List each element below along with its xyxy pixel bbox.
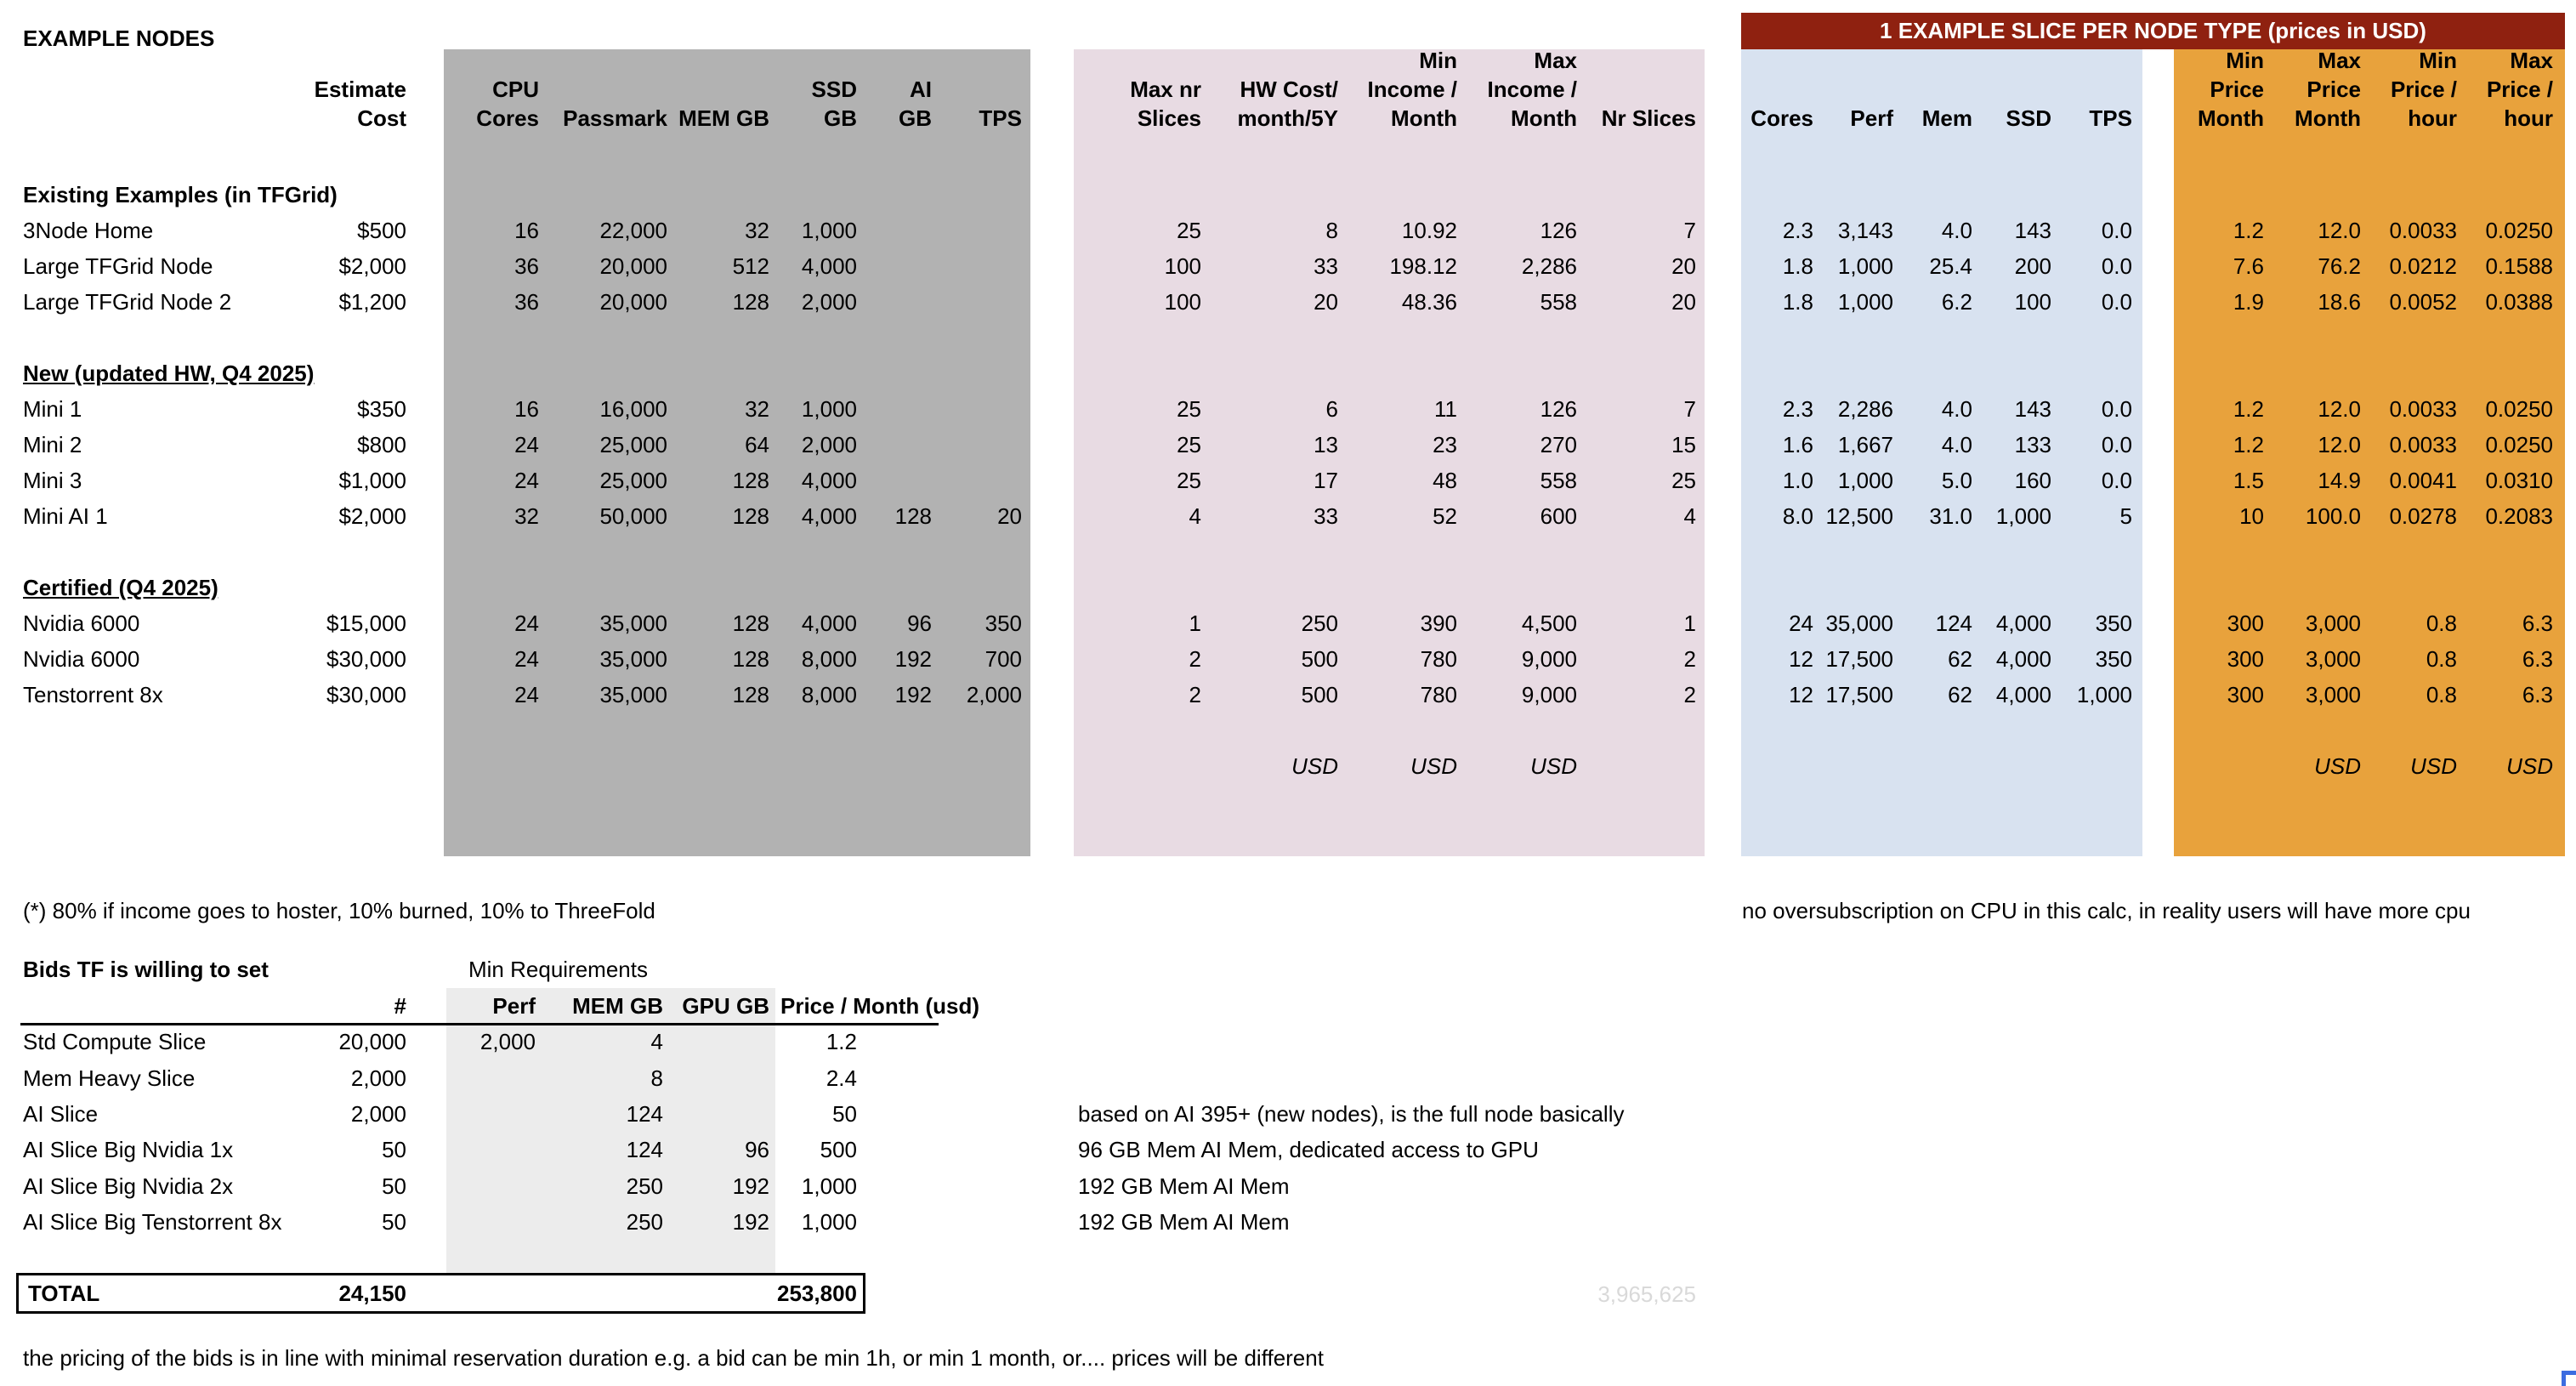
cell-maxIncome[interactable]: 558	[1540, 289, 1577, 315]
cell-bssd[interactable]: 4,000	[1995, 611, 2051, 636]
cell-hwCost[interactable]: 33	[1314, 253, 1338, 279]
cell-maxIncome[interactable]: 9,000	[1521, 646, 1577, 672]
bids-title[interactable]: Bids TF is willing to set	[23, 957, 269, 982]
cell-tps[interactable]: 350	[984, 611, 1022, 636]
bids-row-note[interactable]: 192 GB Mem AI Mem	[1078, 1209, 1290, 1235]
cell-hwCost[interactable]: 500	[1301, 682, 1338, 707]
cell-maxSlices[interactable]: 100	[1164, 253, 1201, 279]
cell-minPH[interactable]: 0.0212	[2389, 253, 2457, 279]
column-header-maxPM[interactable]: Max Price Month	[2295, 48, 2361, 131]
cell-cores[interactable]: 2.3	[1782, 218, 1813, 243]
cell-nrSlices[interactable]: 7	[1683, 396, 1696, 422]
bids-row-note[interactable]: 96 GB Mem AI Mem, dedicated access to GPU	[1078, 1137, 1539, 1162]
cell-maxPH[interactable]: 0.0250	[2485, 432, 2553, 457]
cell-est[interactable]: $15,000	[326, 611, 406, 636]
cell-passmark[interactable]: 25,000	[599, 468, 667, 493]
cell-hwCost[interactable]: 8	[1325, 218, 1338, 243]
cell-minPM[interactable]: 1.2	[2233, 218, 2264, 243]
bids-row-label[interactable]: Mem Heavy Slice	[23, 1065, 196, 1091]
cell-ai[interactable]: 96	[907, 611, 932, 636]
cell-est[interactable]: $30,000	[326, 682, 406, 707]
cell-maxPM[interactable]: 76.2	[2318, 253, 2361, 279]
section-title[interactable]: Existing Examples (in TFGrid)	[23, 182, 338, 207]
cell-passmark[interactable]: 20,000	[599, 289, 667, 315]
cell-ssd[interactable]: 2,000	[801, 432, 857, 457]
cell-cores[interactable]: 1.0	[1782, 468, 1813, 493]
bids-cell-num[interactable]: 50	[382, 1209, 406, 1235]
cell-bmem[interactable]: 25.4	[1929, 253, 1972, 279]
cell-maxPH[interactable]: 0.0310	[2485, 468, 2553, 493]
cell-perf[interactable]: 2,286	[1837, 396, 1893, 422]
cell-maxSlices[interactable]: 2	[1189, 682, 1201, 707]
cell-mem[interactable]: 128	[732, 611, 769, 636]
cell-btps[interactable]: 0.0	[2101, 253, 2132, 279]
cell-cpu[interactable]: 36	[514, 289, 539, 315]
cell-minIncome[interactable]: 390	[1420, 611, 1457, 636]
cell-cpu[interactable]: 16	[514, 218, 539, 243]
cell-mem[interactable]: 128	[732, 468, 769, 493]
cell-hwCost[interactable]: 20	[1314, 289, 1338, 315]
cell-est[interactable]: $800	[357, 432, 406, 457]
bids-cell-price[interactable]: 1,000	[801, 1209, 857, 1235]
cell-minPM[interactable]: 300	[2227, 682, 2264, 707]
cell-maxPH[interactable]: 0.2083	[2485, 503, 2553, 529]
cell-minPH[interactable]: 0.0033	[2389, 218, 2457, 243]
cell-ssd[interactable]: 1,000	[801, 218, 857, 243]
cell-maxPH[interactable]: 0.0250	[2485, 218, 2553, 243]
cell-cpu[interactable]: 24	[514, 432, 539, 457]
cell-bssd[interactable]: 133	[2014, 432, 2051, 457]
bids-header-perf[interactable]: Perf	[492, 993, 536, 1019]
cell-maxIncome[interactable]: 9,000	[1521, 682, 1577, 707]
row-label[interactable]: Large TFGrid Node 2	[23, 289, 232, 315]
cell-perf[interactable]: 3,143	[1837, 218, 1893, 243]
cell-btps[interactable]: 350	[2095, 611, 2132, 636]
cell-bssd[interactable]: 100	[2014, 289, 2051, 315]
cell-maxSlices[interactable]: 100	[1164, 289, 1201, 315]
cell-ai[interactable]: 128	[894, 503, 932, 529]
bids-cell-mem[interactable]: 8	[650, 1065, 663, 1091]
cell-mem[interactable]: 128	[732, 503, 769, 529]
total-amount[interactable]: 253,800	[777, 1281, 857, 1306]
bids-row-label[interactable]: AI Slice Big Nvidia 2x	[23, 1173, 234, 1199]
cell-maxSlices[interactable]: 2	[1189, 646, 1201, 672]
bids-cell-mem[interactable]: 250	[626, 1173, 663, 1199]
cell-nrSlices[interactable]: 20	[1671, 289, 1696, 315]
cell-hwCost[interactable]: 250	[1301, 611, 1338, 636]
cell-minPM[interactable]: 1.2	[2233, 396, 2264, 422]
cell-nrSlices[interactable]: 25	[1671, 468, 1696, 493]
cell-nrSlices[interactable]: 1	[1683, 611, 1696, 636]
cell-minPM[interactable]: 300	[2227, 646, 2264, 672]
cell-maxPH[interactable]: 0.0388	[2485, 289, 2553, 315]
cell-maxSlices[interactable]: 1	[1189, 611, 1201, 636]
cell-perf[interactable]: 1,000	[1837, 253, 1893, 279]
cell-tps[interactable]: 2,000	[966, 682, 1022, 707]
cell-hwCost[interactable]: 13	[1314, 432, 1338, 457]
column-header-mem[interactable]: MEM GB	[678, 105, 769, 131]
cell-maxPM[interactable]: 3,000	[2305, 646, 2361, 672]
cell-tps[interactable]: 700	[984, 646, 1022, 672]
bids-header-price[interactable]: Price / Month (usd)	[780, 993, 979, 1019]
cell-cpu[interactable]: 24	[514, 468, 539, 493]
cell-passmark[interactable]: 35,000	[599, 646, 667, 672]
cell-cores[interactable]: 8.0	[1782, 503, 1813, 529]
cell-hwCost[interactable]: 33	[1314, 503, 1338, 529]
column-header-bmem[interactable]: Mem	[1921, 105, 1972, 131]
cell-minIncome[interactable]: 11	[1434, 396, 1457, 422]
cell-maxPM[interactable]: 3,000	[2305, 611, 2361, 636]
cell-maxPM[interactable]: 14.9	[2318, 468, 2361, 493]
column-header-ssd[interactable]: SSD GB	[811, 77, 857, 131]
cell-cores[interactable]: 12	[1789, 646, 1813, 672]
row-label[interactable]: Large TFGrid Node	[23, 253, 213, 279]
cell-nrSlices[interactable]: 20	[1671, 253, 1696, 279]
cell-cpu[interactable]: 36	[514, 253, 539, 279]
cell-minIncome[interactable]: 52	[1433, 503, 1457, 529]
column-header-btps[interactable]: TPS	[2089, 105, 2132, 131]
cell-perf[interactable]: 1,000	[1837, 468, 1893, 493]
cell-minIncome[interactable]: 10.92	[1401, 218, 1457, 243]
cell-nrSlices[interactable]: 15	[1671, 432, 1696, 457]
bids-row-label[interactable]: Std Compute Slice	[23, 1029, 207, 1054]
cell-passmark[interactable]: 35,000	[599, 611, 667, 636]
cell-btps[interactable]: 0.0	[2101, 468, 2132, 493]
column-header-hwCost[interactable]: HW Cost/ month/5Y	[1237, 77, 1338, 131]
cell-minIncome[interactable]: 780	[1420, 682, 1457, 707]
usd-unit-label: USD	[1410, 753, 1457, 779]
bids-cell-price[interactable]: 1.2	[826, 1029, 857, 1054]
cell-bmem[interactable]: 4.0	[1941, 396, 1972, 422]
cell-ssd[interactable]: 4,000	[801, 468, 857, 493]
column-header-nrSlices[interactable]: Nr Slices	[1601, 105, 1696, 131]
cell-bssd[interactable]: 160	[2014, 468, 2051, 493]
cell-cores[interactable]: 1.6	[1782, 432, 1813, 457]
column-header-perf[interactable]: Perf	[1850, 105, 1893, 131]
cell-minPH[interactable]: 0.0041	[2389, 468, 2457, 493]
cell-maxSlices[interactable]: 25	[1177, 396, 1201, 422]
cell-bmem[interactable]: 62	[1948, 682, 1972, 707]
bids-cell-num[interactable]: 2,000	[350, 1065, 406, 1091]
cell-mem[interactable]: 512	[732, 253, 769, 279]
cell-bmem[interactable]: 6.2	[1941, 289, 1972, 315]
cell-ssd[interactable]: 1,000	[801, 396, 857, 422]
bids-header-mem[interactable]: MEM GB	[572, 993, 663, 1019]
cell-btps[interactable]: 0.0	[2101, 218, 2132, 243]
cell-maxSlices[interactable]: 4	[1189, 503, 1201, 529]
footnote-hoster-split[interactable]: (*) 80% if income goes to hoster, 10% burned, 10% to ThreeFold	[23, 898, 655, 923]
bids-cell-num[interactable]: 20,000	[338, 1029, 406, 1054]
bids-cell-num[interactable]: 2,000	[350, 1101, 406, 1127]
cell-maxPH[interactable]: 6.3	[2522, 611, 2553, 636]
cell-minIncome[interactable]: 198.12	[1389, 253, 1457, 279]
cell-maxIncome[interactable]: 126	[1540, 396, 1577, 422]
usd-unit-label: USD	[2314, 753, 2361, 779]
bids-cell-gpu[interactable]: 96	[745, 1137, 769, 1162]
column-header-maxSlices[interactable]: Max nr Slices	[1130, 77, 1201, 131]
cell-maxPM[interactable]: 12.0	[2318, 218, 2361, 243]
cell-btps[interactable]: 1,000	[2076, 682, 2132, 707]
cell-est[interactable]: $1,200	[338, 289, 406, 315]
column-header-maxPH[interactable]: Max Price / hour	[2486, 48, 2553, 131]
cell-perf[interactable]: 17,500	[1825, 646, 1893, 672]
cell-mem[interactable]: 128	[732, 646, 769, 672]
cell-btps[interactable]: 0.0	[2101, 289, 2132, 315]
column-header-cores[interactable]: Cores	[1750, 105, 1813, 131]
usd-unit-label: USD	[2410, 753, 2457, 779]
bids-cell-price[interactable]: 1,000	[801, 1173, 857, 1199]
cell-minPM[interactable]: 10	[2239, 503, 2264, 529]
cell-bssd[interactable]: 1,000	[1995, 503, 2051, 529]
cell-minPM[interactable]: 1.9	[2233, 289, 2264, 315]
cell-ai[interactable]: 192	[894, 682, 932, 707]
cell-maxPM[interactable]: 3,000	[2305, 682, 2361, 707]
cell-est[interactable]: $2,000	[338, 503, 406, 529]
page-title[interactable]: EXAMPLE NODES	[23, 26, 215, 51]
bids-cell-perf[interactable]: 2,000	[479, 1029, 536, 1054]
cell-maxIncome[interactable]: 558	[1540, 468, 1577, 493]
cell-cpu[interactable]: 32	[514, 503, 539, 529]
column-header-minPM[interactable]: Min Price Month	[2198, 48, 2264, 131]
bids-cell-price[interactable]: 2.4	[826, 1065, 857, 1091]
cell-cores[interactable]: 24	[1789, 611, 1813, 636]
column-header-minIncome[interactable]: Min Income / Month	[1367, 48, 1457, 131]
section-title[interactable]: Certified (Q4 2025)	[23, 575, 218, 600]
cell-bssd[interactable]: 200	[2014, 253, 2051, 279]
row-label[interactable]: Mini 3	[23, 468, 82, 493]
bids-header-num[interactable]: #	[394, 993, 406, 1019]
column-header-tps[interactable]: TPS	[979, 105, 1022, 131]
cell-perf[interactable]: 1,667	[1837, 432, 1893, 457]
cell-cores[interactable]: 12	[1789, 682, 1813, 707]
row-label[interactable]: Tenstorrent 8x	[23, 682, 163, 707]
cell-hwCost[interactable]: 17	[1314, 468, 1338, 493]
cell-passmark[interactable]: 16,000	[599, 396, 667, 422]
row-label[interactable]: Nvidia 6000	[23, 611, 140, 636]
cell-bssd[interactable]: 4,000	[1995, 646, 2051, 672]
cell-perf[interactable]: 1,000	[1837, 289, 1893, 315]
cell-bmem[interactable]: 31.0	[1929, 503, 1972, 529]
cell-nrSlices[interactable]: 2	[1683, 646, 1696, 672]
bids-cell-price[interactable]: 50	[832, 1101, 857, 1127]
cell-hwCost[interactable]: 6	[1325, 396, 1338, 422]
cell-maxIncome[interactable]: 270	[1540, 432, 1577, 457]
column-header-maxIncome[interactable]: Max Income / Month	[1487, 48, 1577, 131]
cell-ssd[interactable]: 4,000	[801, 611, 857, 636]
total-label[interactable]: TOTAL	[28, 1281, 100, 1306]
cell-maxIncome[interactable]: 4,500	[1521, 611, 1577, 636]
column-header-ai[interactable]: AI GB	[899, 77, 932, 131]
section-title[interactable]: New (updated HW, Q4 2025)	[23, 361, 315, 386]
cell-nrSlices[interactable]: 2	[1683, 682, 1696, 707]
cell-maxSlices[interactable]: 25	[1177, 468, 1201, 493]
bids-row-label[interactable]: AI Slice	[23, 1101, 99, 1127]
cell-perf[interactable]: 12,500	[1825, 503, 1893, 529]
cell-cores[interactable]: 1.8	[1782, 289, 1813, 315]
usd-unit-label: USD	[1291, 753, 1338, 779]
cell-ssd[interactable]: 2,000	[801, 289, 857, 315]
usd-unit-label: USD	[1530, 753, 1577, 779]
cell-passmark[interactable]: 20,000	[599, 253, 667, 279]
cell-passmark[interactable]: 35,000	[599, 682, 667, 707]
cell-perf[interactable]: 35,000	[1825, 611, 1893, 636]
cell-maxPH[interactable]: 6.3	[2522, 646, 2553, 672]
column-header-est[interactable]: Estimate Cost	[314, 77, 406, 131]
cell-btps[interactable]: 0.0	[2101, 432, 2132, 457]
cell-cpu[interactable]: 24	[514, 646, 539, 672]
note-oversubscription[interactable]: no oversubscription on CPU in this calc, in reality users will have more cpu	[1742, 898, 2471, 923]
cell-tps[interactable]: 20	[997, 503, 1022, 529]
bids-cell-mem[interactable]: 250	[626, 1209, 663, 1235]
cell-mem[interactable]: 128	[732, 289, 769, 315]
row-label[interactable]: Nvidia 6000	[23, 646, 140, 672]
cell-ssd[interactable]: 8,000	[801, 682, 857, 707]
cell-ssd[interactable]: 8,000	[801, 646, 857, 672]
cell-est[interactable]: $2,000	[338, 253, 406, 279]
cell-est[interactable]: $350	[357, 396, 406, 422]
cell-minPM[interactable]: 1.2	[2233, 432, 2264, 457]
cell-bmem[interactable]: 4.0	[1941, 218, 1972, 243]
cell-cpu[interactable]: 24	[514, 682, 539, 707]
total-count[interactable]: 24,150	[338, 1281, 406, 1306]
cell-nrSlices[interactable]: 4	[1683, 503, 1696, 529]
row-label[interactable]: Mini 1	[23, 396, 82, 422]
cell-maxIncome[interactable]: 126	[1540, 218, 1577, 243]
bids-cell-num[interactable]: 50	[382, 1173, 406, 1199]
cell-minPH[interactable]: 0.8	[2426, 682, 2457, 707]
cell-minPH[interactable]: 0.0278	[2389, 503, 2457, 529]
cell-maxPM[interactable]: 100.0	[2305, 503, 2361, 529]
column-header-cpu[interactable]: CPU Cores	[476, 77, 539, 131]
cell-maxPM[interactable]: 12.0	[2318, 432, 2361, 457]
column-header-minPH[interactable]: Min Price / hour	[2390, 48, 2457, 131]
bids-row-label[interactable]: AI Slice Big Nvidia 1x	[23, 1137, 234, 1162]
cell-bssd[interactable]: 143	[2014, 396, 2051, 422]
cell-perf[interactable]: 17,500	[1825, 682, 1893, 707]
cell-passmark[interactable]: 22,000	[599, 218, 667, 243]
cell-nrSlices[interactable]: 7	[1683, 218, 1696, 243]
cell-minIncome[interactable]: 48	[1433, 468, 1457, 493]
cell-ssd[interactable]: 4,000	[801, 253, 857, 279]
cell-bmem[interactable]: 124	[1935, 611, 1972, 636]
bids-row-note[interactable]: 192 GB Mem AI Mem	[1078, 1173, 1290, 1199]
bids-cell-gpu[interactable]: 192	[732, 1173, 769, 1199]
row-label[interactable]: Mini AI 1	[23, 503, 108, 529]
cell-minIncome[interactable]: 23	[1433, 432, 1457, 457]
cell-bmem[interactable]: 62	[1948, 646, 1972, 672]
slice-banner[interactable]: 1 EXAMPLE SLICE PER NODE TYPE (prices in USD)	[1741, 13, 2565, 49]
bids-row-label[interactable]: AI Slice Big Tenstorrent 8x	[23, 1209, 282, 1235]
cell-maxIncome[interactable]: 2,286	[1521, 253, 1577, 279]
cell-bmem[interactable]: 4.0	[1941, 432, 1972, 457]
cell-minPH[interactable]: 0.0052	[2389, 289, 2457, 315]
cell-passmark[interactable]: 25,000	[599, 432, 667, 457]
column-header-passmark[interactable]: Passmark	[563, 105, 667, 131]
bids-subtitle-min-requirements[interactable]: Min Requirements	[468, 957, 648, 982]
cell-cores[interactable]: 2.3	[1782, 396, 1813, 422]
cell-btps[interactable]: 0.0	[2101, 396, 2132, 422]
cell-minPH[interactable]: 0.8	[2426, 611, 2457, 636]
cell-bssd[interactable]: 4,000	[1995, 682, 2051, 707]
column-header-bssd[interactable]: SSD	[2006, 105, 2051, 131]
usd-unit-label: USD	[2506, 753, 2553, 779]
cell-minPH[interactable]: 0.8	[2426, 646, 2457, 672]
cell-mem[interactable]: 64	[745, 432, 769, 457]
cell-minPM[interactable]: 1.5	[2233, 468, 2264, 493]
cell-mem[interactable]: 32	[745, 218, 769, 243]
bids-cell-num[interactable]: 50	[382, 1137, 406, 1162]
cell-maxPM[interactable]: 12.0	[2318, 396, 2361, 422]
row-label[interactable]: 3Node Home	[23, 218, 154, 243]
cell-mem[interactable]: 128	[732, 682, 769, 707]
cell-maxPH[interactable]: 0.1588	[2485, 253, 2553, 279]
bids-header-gpu[interactable]: GPU GB	[682, 993, 769, 1019]
cell-maxPH[interactable]: 6.3	[2522, 682, 2553, 707]
bids-cell-mem[interactable]: 4	[650, 1029, 663, 1054]
cell-btps[interactable]: 350	[2095, 646, 2132, 672]
cell-btps[interactable]: 5	[2119, 503, 2132, 529]
bids-row-note[interactable]: based on AI 395+ (new nodes), is the full node basically	[1078, 1101, 1625, 1127]
cell-hwCost[interactable]: 500	[1301, 646, 1338, 672]
cell-passmark[interactable]: 50,000	[599, 503, 667, 529]
note-pricing-duration[interactable]: the pricing of the bids is in line with minimal reservation duration e.g. a bid can be min 1h, or min 1 month, or.... prices will be different	[23, 1345, 1324, 1371]
bids-cell-mem[interactable]: 124	[626, 1101, 663, 1127]
cell-est[interactable]: $30,000	[326, 646, 406, 672]
cell-minIncome[interactable]: 48.36	[1401, 289, 1457, 315]
cell-maxSlices[interactable]: 25	[1177, 218, 1201, 243]
cell-cores[interactable]: 1.8	[1782, 253, 1813, 279]
cell-bssd[interactable]: 143	[2014, 218, 2051, 243]
cell-minIncome[interactable]: 780	[1420, 646, 1457, 672]
selection-corner	[2562, 1371, 2576, 1386]
bids-cell-gpu[interactable]: 192	[732, 1209, 769, 1235]
cell-minPH[interactable]: 0.0033	[2389, 432, 2457, 457]
cell-maxPH[interactable]: 0.0250	[2485, 396, 2553, 422]
cell-minPH[interactable]: 0.0033	[2389, 396, 2457, 422]
faint-total-value[interactable]: 3,965,625	[1597, 1281, 1696, 1307]
cell-est[interactable]: $1,000	[338, 468, 406, 493]
cell-bmem[interactable]: 5.0	[1941, 468, 1972, 493]
cell-minPM[interactable]: 300	[2227, 611, 2264, 636]
cell-minPM[interactable]: 7.6	[2233, 253, 2264, 279]
cell-est[interactable]: $500	[357, 218, 406, 243]
cell-maxPM[interactable]: 18.6	[2318, 289, 2361, 315]
bids-cell-price[interactable]: 500	[820, 1137, 857, 1162]
row-label[interactable]: Mini 2	[23, 432, 82, 457]
bids-cell-mem[interactable]: 124	[626, 1137, 663, 1162]
cell-maxIncome[interactable]: 600	[1540, 503, 1577, 529]
cell-cpu[interactable]: 24	[514, 611, 539, 636]
cell-mem[interactable]: 32	[745, 396, 769, 422]
cell-maxSlices[interactable]: 25	[1177, 432, 1201, 457]
cell-cpu[interactable]: 16	[514, 396, 539, 422]
cell-ssd[interactable]: 4,000	[801, 503, 857, 529]
cell-ai[interactable]: 192	[894, 646, 932, 672]
